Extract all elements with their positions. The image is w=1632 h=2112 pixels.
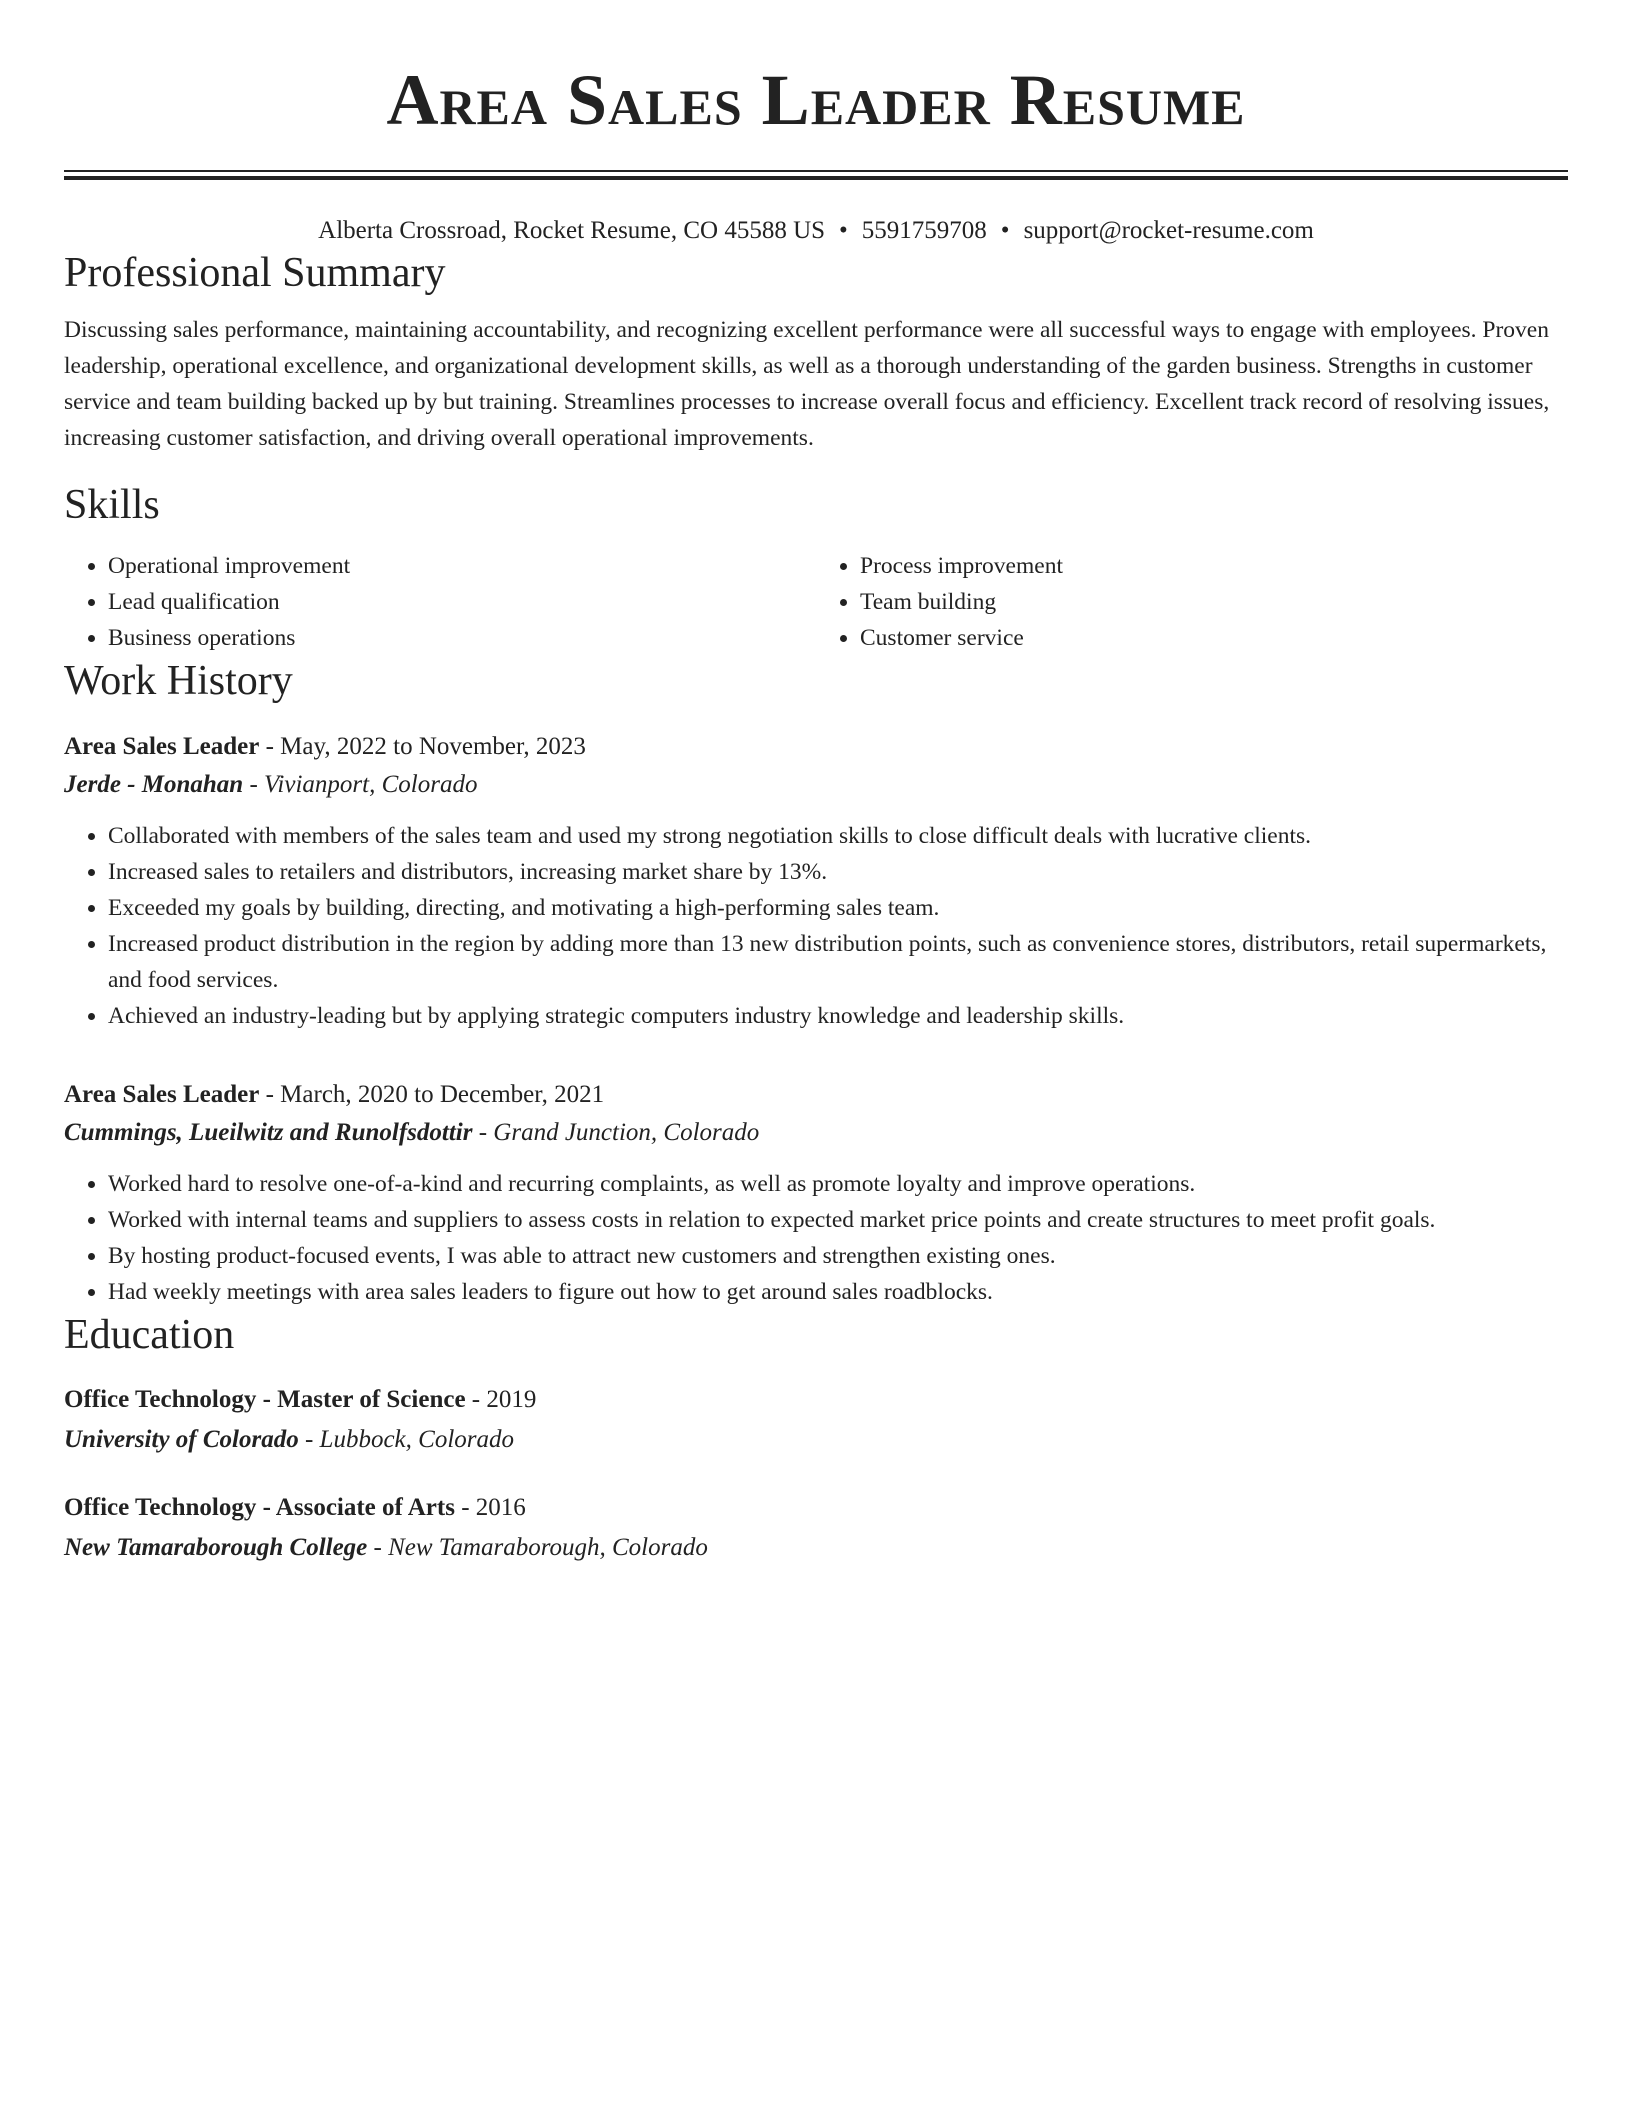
job-dates: - May, 2022 to November, 2023 — [259, 732, 586, 760]
skill-item: • Team building — [860, 584, 1568, 620]
job-bullets — [64, 818, 1568, 1034]
education-school: New Tamaraborough College — [64, 1533, 368, 1561]
summary-heading: Professional Summary — [64, 250, 446, 296]
job-bullet: • By hosting product-focused events, I was able to attract new customers and strengthen existing ones. — [108, 1238, 1568, 1274]
title-double-rule — [64, 170, 1568, 180]
job-bullet: • Increased product distribution in the region by adding more than 13 new distribution points, such as convenience stores, distributors, retail supermarkets, and food services. — [108, 926, 1568, 998]
skill-item: • Process improvement — [860, 548, 1568, 584]
work-history-heading: Work History — [64, 657, 293, 704]
job-bullet: • Worked with internal teams and suppliers to assess costs in relation to expected market price points and create structures to meet profit goals. — [108, 1202, 1568, 1238]
job-bullet: • Increased sales to retailers and distributors, increasing market share by 13%. — [108, 854, 1568, 890]
summary-text: Discussing sales performance, maintaining accountability, and recognizing excellent performance were all successful ways to engage with employees. Proven leadership, operational excellence, and organizational development skills, as well as a thorough understanding of the garden business. Strengths in customer service and team building backed up by but training. Streamlines processes to increase overall focus and efficiency. Excellent track record of resolving issues, increasing customer satisfaction, and driving overall operational improvements. — [64, 317, 1550, 451]
job-bullet: • Achieved an industry-leading but by applying strategic computers industry knowledge and leadership skills. — [108, 998, 1568, 1034]
job-location: - Vivianport, Colorado — [243, 770, 478, 798]
skill-item: • Business operations — [108, 620, 816, 656]
skills-heading: Skills — [64, 481, 160, 528]
contact-phone: 5591759708 — [861, 217, 987, 244]
job-company: Cummings, Lueilwitz and Runolfsdottir — [64, 1118, 473, 1146]
job-bullets — [64, 1166, 1568, 1310]
job-location: - Grand Junction, Colorado — [472, 1118, 760, 1146]
skills-column-left — [64, 548, 816, 656]
job-title: Area Sales Leader — [64, 1080, 260, 1108]
education-school: University of Colorado — [64, 1425, 299, 1453]
skill-item: • Customer service — [860, 620, 1568, 656]
education-heading: Education — [64, 1311, 235, 1358]
education-location: - Lubbock, Colorado — [298, 1425, 514, 1453]
job-title-line — [64, 1076, 1568, 1114]
job-dates: - March, 2020 to December, 2021 — [259, 1080, 605, 1108]
job-title-line — [64, 728, 1568, 766]
job-title: Area Sales Leader — [64, 732, 260, 760]
contact-separator: • — [839, 217, 848, 244]
skills-column-right — [816, 548, 1568, 656]
job-company-line — [64, 766, 1568, 804]
job-bullet: • Exceeded my goals by building, directing, and motivating a high-performing sales team. — [108, 890, 1568, 926]
resume-title: Area Sales Leader Resume — [386, 60, 1246, 140]
job-bullet: • Collaborated with members of the sales team and used my strong negotiation skills to close difficult deals with lucrative clients. — [108, 818, 1568, 854]
education-year: - 2019 — [465, 1385, 537, 1413]
skill-item: • Operational improvement — [108, 548, 816, 584]
skill-item: • Lead qualification — [108, 584, 816, 620]
education-location: - New Tamaraborough, Colorado — [367, 1533, 708, 1561]
education-degree-line — [64, 1488, 1568, 1528]
contact-line — [64, 214, 1568, 248]
contact-address: Alberta Crossroad, Rocket Resume, CO 45588 US — [318, 217, 826, 244]
job-bullet: • Had weekly meetings with area sales leaders to figure out how to get around sales roadblocks. — [108, 1274, 1568, 1310]
job-entry — [64, 728, 1568, 1034]
education-degree: Office Technology - Master of Science — [64, 1385, 466, 1413]
education-school-line — [64, 1420, 1568, 1460]
education-school-line — [64, 1528, 1568, 1568]
job-bullet: • Worked hard to resolve one-of-a-kind and recurring complaints, as well as promote loyalty and improve operations. — [108, 1166, 1568, 1202]
education-entry — [64, 1380, 1568, 1460]
education-year: - 2016 — [454, 1493, 526, 1521]
education-entry — [64, 1488, 1568, 1568]
job-entry — [64, 1076, 1568, 1310]
skills-list — [64, 548, 1568, 656]
contact-email: support@rocket-resume.com — [1023, 217, 1314, 244]
job-company-line — [64, 1114, 1568, 1152]
education-degree-line — [64, 1380, 1568, 1420]
contact-separator: • — [1000, 217, 1010, 244]
job-company: Jerde - Monahan — [64, 770, 244, 798]
education-degree: Office Technology - Associate of Arts — [64, 1493, 455, 1521]
